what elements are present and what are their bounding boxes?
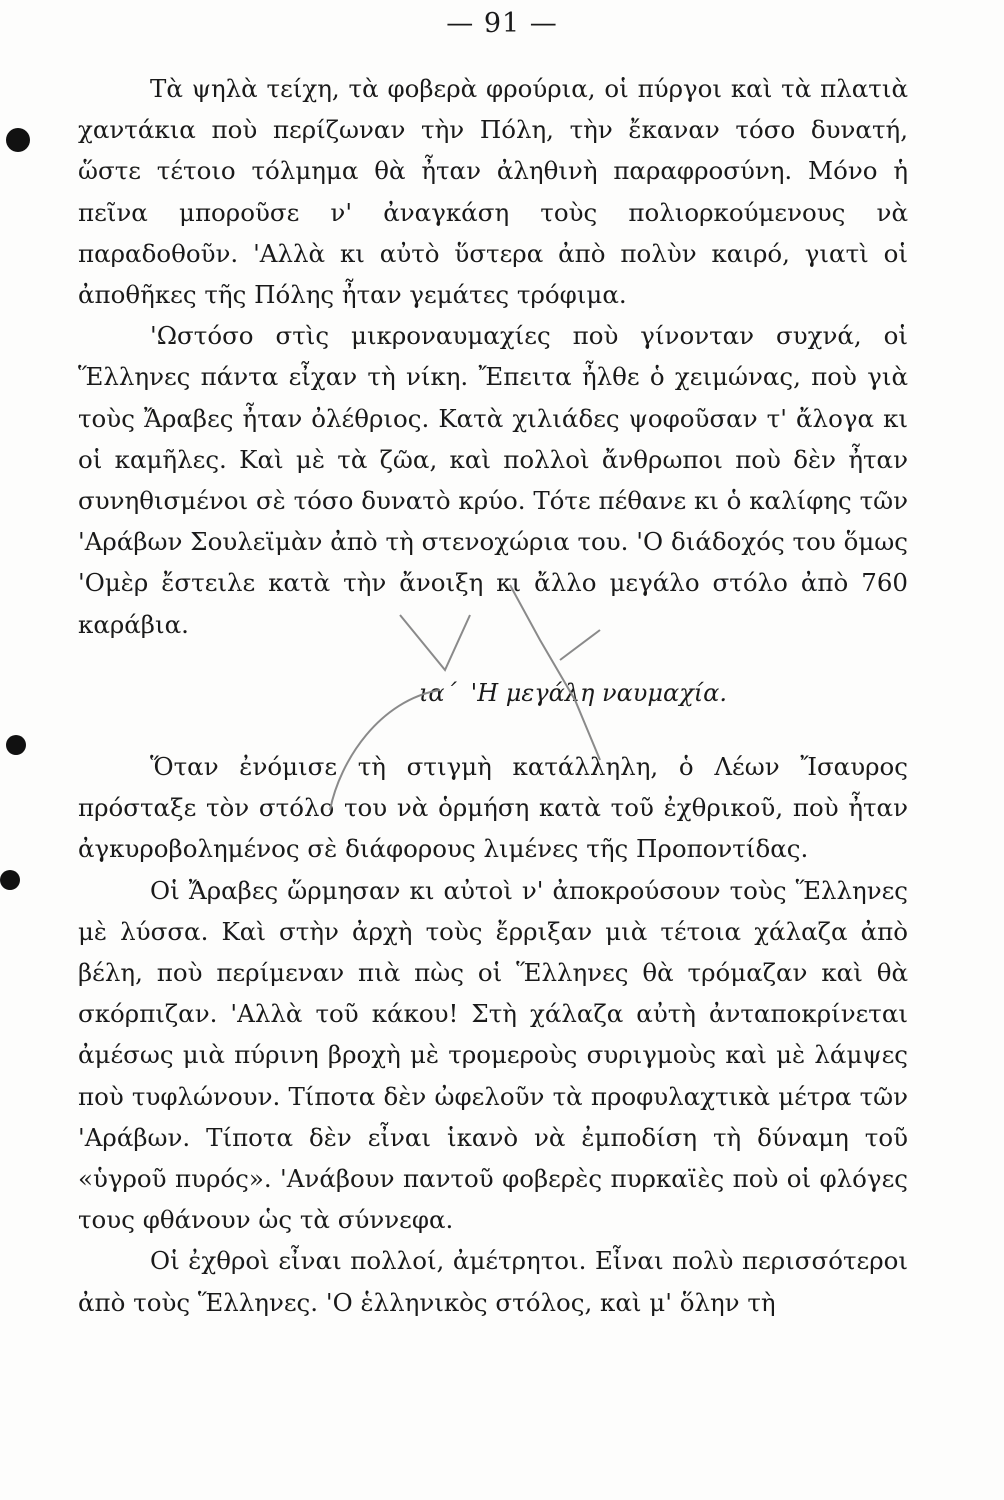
binding-hole-lower bbox=[0, 870, 20, 890]
section-title: 'Η μεγάλη ναυμαχία. bbox=[470, 678, 727, 707]
section-number: ια΄ bbox=[418, 678, 457, 707]
binding-hole-top bbox=[6, 128, 30, 152]
paragraph-attack: Ὅταν ἐνόμισε τὴ στιγμὴ κατάλληλη, ὁ Λέων Ἴσαυρος πρόσταξε τὸν στόλο του νὰ ὁρμήση κατὰ τοῦ ἐχθρικοῦ, ποὺ ἦταν ἀγκυροβολημένος σὲ διάφορους λιμένες τῆς Προποντίδας. bbox=[78, 752, 908, 864]
binding-hole-middle bbox=[6, 735, 26, 755]
paragraph-enemies: Οἱ ἐχθροὶ εἶναι πολλοί, ἀμέτρητοι. Εἶναι πολὺ περισσότεροι ἀπὸ τοὺς Ἕλληνες. 'Ο ἑλληνικὸς στόλος, καὶ μ' ὅλην τὴ bbox=[78, 1246, 908, 1317]
page-number: — 91 — bbox=[446, 8, 558, 39]
body-text bbox=[78, 68, 908, 1323]
paragraph-winter: 'Ωστόσο στὶς μικροναυμαχίες ποὺ γίνονταν συχνά, οἱ Ἕλληνες πάντα εἶχαν τὴ νίκη. Ἔπειτα ἦλθε ὁ χειμώνας, ποὺ γιὰ τοὺς Ἄραβες ἦταν ὀλέθριος. Κατὰ χιλιάδες ψοφοῦσαν τ' ἄλογα κι οἱ καμῆλες. Καὶ μὲ τὰ ζῶα, καὶ πολλοὶ ἄνθρωποι ποὺ δὲν ἦταν συνηθισμένοι σὲ τόσο δυνατὸ κρύο. Τότε πέθανε κι ὁ καλίφης τῶν 'Αράβων Σουλεϊμὰν ἀπὸ τὴ στενοχώρια του. 'Ο διάδοχός του ὅμως 'Ομὲρ ἔστειλε κατὰ τὴν ἄνοιξη κι ἄλλο μεγάλο στόλο ἀπὸ 760 καράβια. bbox=[78, 321, 908, 639]
section-heading bbox=[78, 673, 908, 714]
paragraph-greek-fire: Οἱ Ἄραβες ὥρμησαν κι αὐτοὶ ν' ἀποκρούσουν τοὺς Ἕλληνες μὲ λύσσα. Καὶ στὴν ἀρχὴ τοὺς ἔρριξαν μιὰ τέτοια χάλαζα ἀπὸ βέλη, ποὺ περίμεναν πιὰ πὼς οἱ Ἕλληνες θὰ τρόμαζαν καὶ θὰ σκόρπιζαν. 'Αλλὰ τοῦ κάκου! Στὴ χάλαζα αὐτὴ ἀνταποκρίνεται ἀμέσως μιὰ πύρινη βροχὴ μὲ τρομεροὺς συριγμοὺς καὶ μὲ λάμψες ποὺ τυφλώνουν. Τίποτα δὲν ὠφελοῦν τὰ προφυλαχτικὰ μέτρα τῶν 'Αράβων. Τίποτα δὲν εἶναι ἱκανὸ νὰ ἐμποδίση τὴ δύναμη τοῦ «ὑγροῦ πυρός». 'Ανάβουν παντοῦ φοβερὲς πυρκαϊὲς ποὺ οἱ φλόγες τους φθάνουν ὡς τὰ σύννεφα. bbox=[78, 875, 908, 1235]
paragraph-walls: Τὰ ψηλὰ τείχη, τὰ φοβερὰ φρούρια, οἱ πύργοι καὶ τὰ πλατιὰ χαντάκια ποὺ περίζωναν τὴν Πόλη, τὴν ἔκαναν τόσο δυνατή, ὥστε τέτοιο τόλμημα θὰ ἦταν ἀληθινὴ παραφροσύνη. Μόνο ἡ πεῖνα μποροῦσε ν' ἀναγκάση τοὺς πολιορκούμενους νὰ παραδοθοῦν. 'Αλλὰ κι αὐτὸ ὕστερα ἀπὸ πολὺν καιρό, γιατὶ οἱ ἀποθῆκες τῆς Πόλης ἦταν γεμάτες τρόφιμα. bbox=[78, 74, 908, 310]
